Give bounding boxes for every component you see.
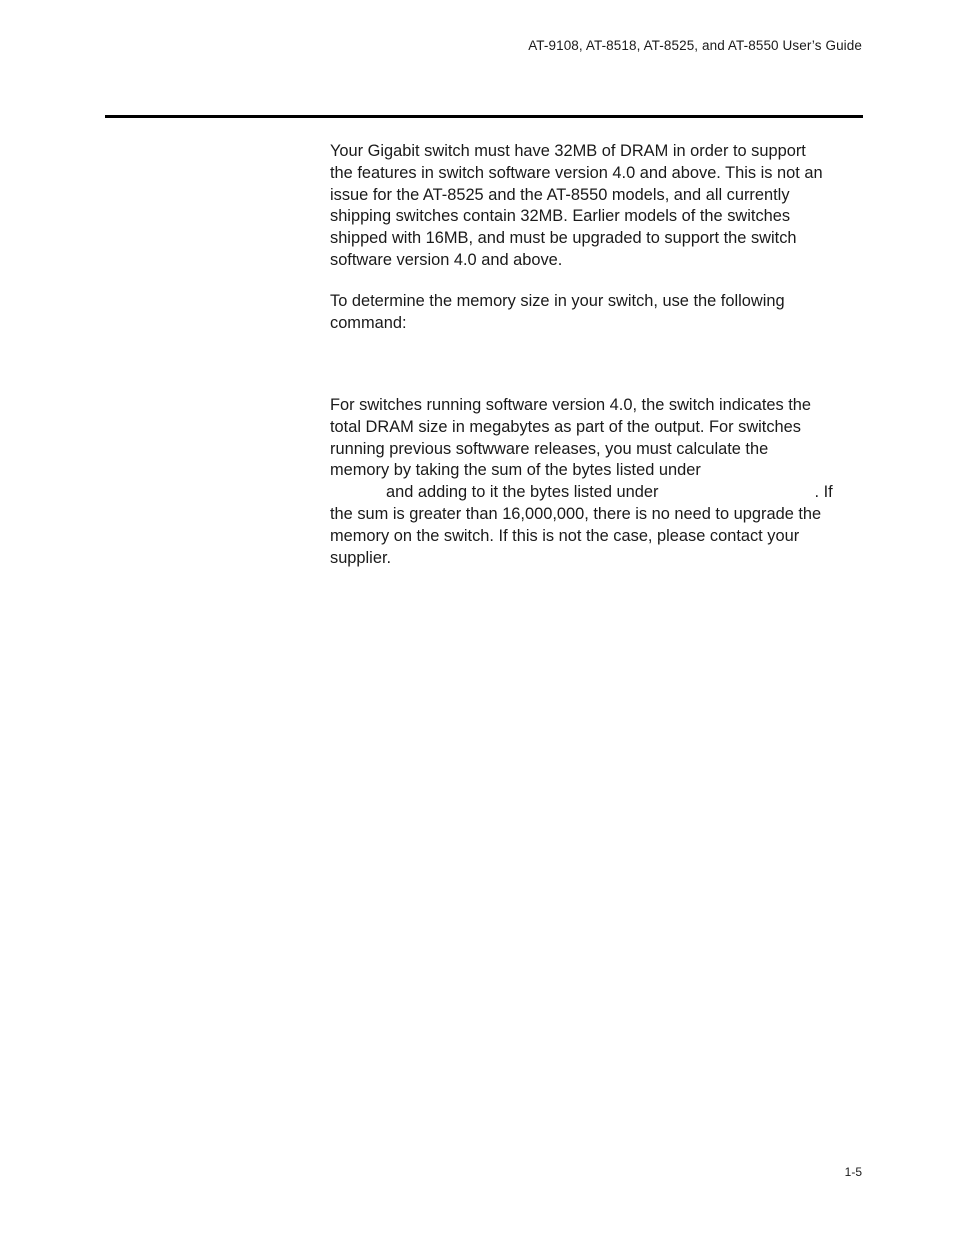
paragraph-determine-memory bbox=[330, 291, 860, 335]
text-line: shipping switches contain 32MB. Earlier models of the switches bbox=[330, 207, 791, 226]
text-line-with-gaps bbox=[330, 482, 860, 504]
text-fragment: . If bbox=[814, 483, 833, 502]
text-line: the features in switch software version 4.0 and above. This is not an bbox=[330, 163, 823, 182]
text-line: shipped with 16MB, and must be upgraded to support the switch bbox=[330, 229, 797, 248]
paragraph-dram-requirement bbox=[330, 141, 860, 272]
text-line: issue for the AT-8525 and the AT-8550 models, and all currently bbox=[330, 185, 790, 204]
text-line: software version 4.0 and above. bbox=[330, 250, 563, 269]
text-line: For switches running software version 4.0, the switch indicates the bbox=[330, 396, 812, 414]
running-header: AT-9108, AT-8518, AT-8525, and AT-8550 User’s Guide bbox=[528, 38, 862, 53]
text-line: supplier. bbox=[330, 548, 392, 567]
text-line: Your Gigabit switch must have 32MB of DRAM in order to support bbox=[330, 142, 806, 160]
paragraph-calculate-memory bbox=[330, 395, 860, 569]
page-number: 1-5 bbox=[844, 1165, 862, 1179]
text-line: To determine the memory size in your switch, use the following bbox=[330, 292, 785, 310]
text-line: command: bbox=[330, 313, 407, 332]
text-line: total DRAM size in megabytes as part of the output. For switches bbox=[330, 417, 801, 436]
text-line: memory on the switch. If this is not the case, please contact your bbox=[330, 526, 800, 545]
text-fragment: and adding to it the bytes listed under bbox=[386, 483, 659, 502]
text-line: memory by taking the sum of the bytes listed under bbox=[330, 461, 701, 480]
header-rule bbox=[105, 115, 863, 118]
text-line: the sum is greater than 16,000,000, there is no need to upgrade the bbox=[330, 504, 822, 523]
text-line: running previous softwware releases, you must calculate the bbox=[330, 439, 769, 458]
